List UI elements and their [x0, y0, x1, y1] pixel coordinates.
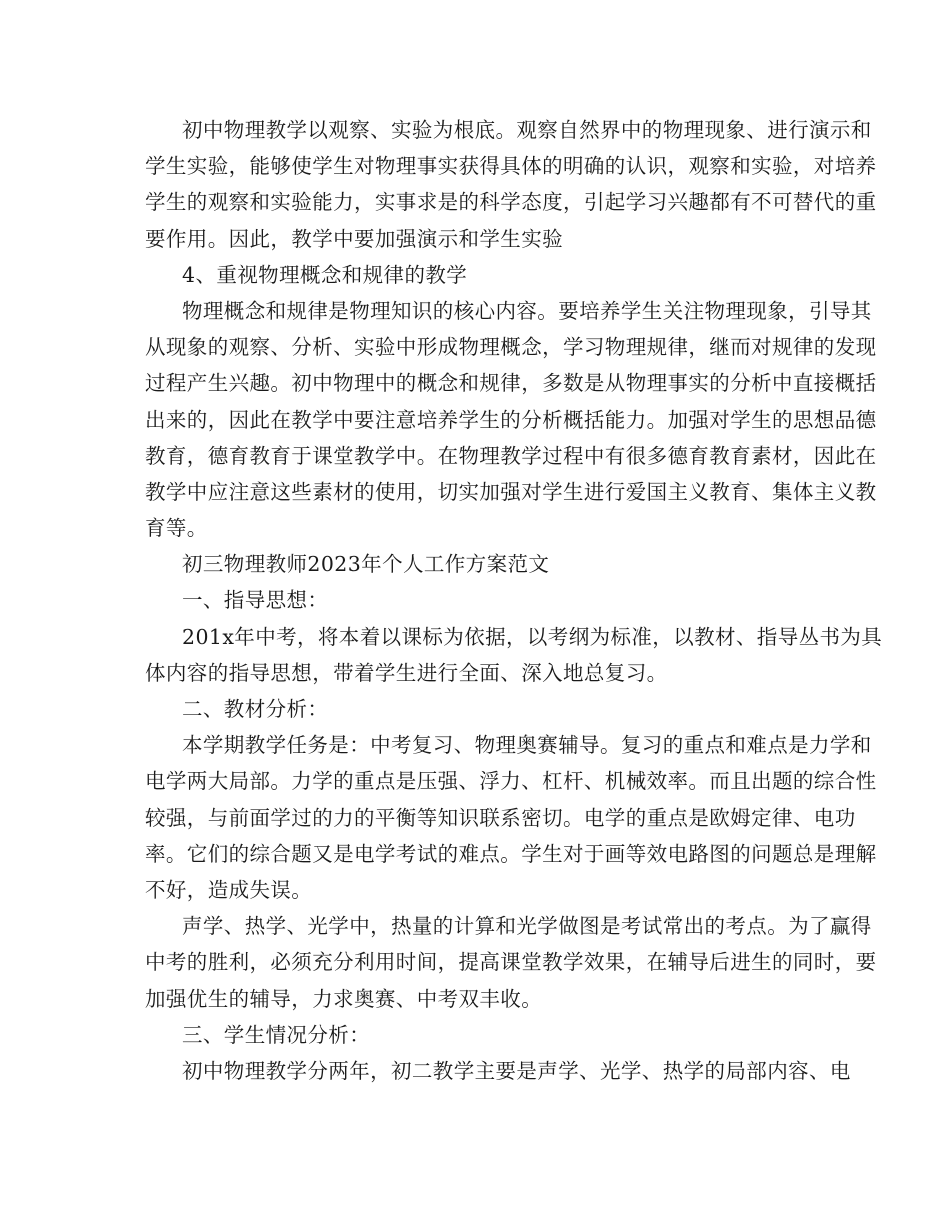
paragraph-line: 本学期教学任务是：中考复习、物理奥赛辅导。复习的重点和难点是力学和 [182, 733, 872, 758]
section-heading: 二、教材分析： [182, 697, 329, 721]
section-heading: 一、指导思想： [182, 588, 329, 613]
paragraph-line: 率。它们的综合题又是电学考试的难点。学生对于画等效电路图的问题总是理解 [145, 841, 877, 866]
paragraph-line: 学生实验，能够使学生对物理事实获得具体的明确的认识，观察和实验，对培养 [145, 154, 877, 179]
paragraph-line: 声学、热学、光学中，热量的计算和光学做图是考试常出的考点。为了赢得 [182, 914, 872, 939]
document-body [145, 112, 883, 1089]
section-heading: 三、学生情况分析： [182, 1022, 371, 1047]
paragraph-line: 教学中应注意这些素材的使用，切实加强对学生进行爱国主义教育、集体主义教 [145, 479, 877, 504]
paragraph-line: 体内容的指导思想，带着学生进行全面、深入地总复习。 [145, 660, 668, 685]
paragraph-line: 过程产生兴趣。初中物理中的概念和规律，多数是从物理事实的分析中直接概括 [145, 371, 877, 396]
paragraph-line: 育等。 [145, 516, 208, 541]
document-title: 初三物理教师2023年个人工作方案范文 [182, 552, 550, 577]
paragraph-line: 初中物理教学以观察、实验为根底。观察自然界中的物理现象、进行演示和 [182, 118, 872, 142]
paragraph-line: 物理概念和规律是物理知识的核心内容。要培养学生关注物理现象，引导其 [182, 298, 872, 323]
paragraph-line: 教育，德育教育于课堂教学中。在物理教学过程中有很多德育教育素材，因此在 [145, 443, 877, 468]
section-heading: 4、重视物理概念和规律的教学 [182, 262, 468, 287]
paragraph-line: 初中物理教学分两年，初二教学主要是声学、光学、热学的局部内容、电 [182, 1058, 851, 1083]
paragraph-line: 学生的观察和实验能力，实事求是的科学态度，引起学习兴趣都有不可替代的重 [145, 190, 877, 215]
paragraph-line: 中考的胜利，必须充分利用时间，提高课堂教学效果，在辅导后进生的同时，要 [145, 950, 877, 975]
paragraph-line: 不好，造成失误。 [145, 877, 313, 902]
paragraph-line: 较强，与前面学过的力的平衡等知识联系密切。电学的重点是欧姆定律、电功 [145, 805, 856, 830]
paragraph-line: 电学两大局部。力学的重点是压强、浮力、杠杆、机械效率。而且出题的综合性 [145, 769, 877, 794]
paragraph-line: 从现象的观察、分析、实验中形成物理概念，学习物理规律，继而对规律的发现 [145, 335, 877, 360]
paragraph-line: 201x年中考，将本着以课标为依据，以考纲为标准，以教材、指导丛书为具 [182, 624, 883, 649]
paragraph-line: 要作用。因此，教学中要加强演示和学生实验 [145, 226, 563, 251]
paragraph-line: 加强优生的辅导，力求奥赛、中考双丰收。 [145, 986, 543, 1011]
paragraph-line: 出来的，因此在教学中要注意培养学生的分析概括能力。加强对学生的思想品德 [145, 407, 877, 432]
